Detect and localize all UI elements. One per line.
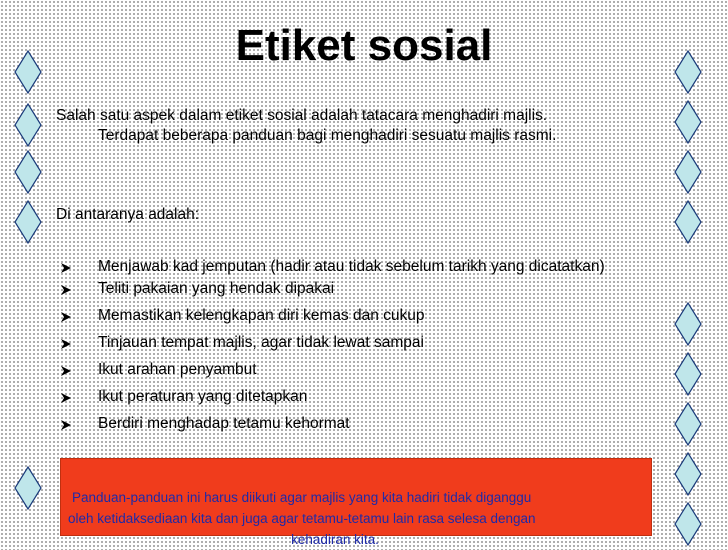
intro-paragraph	[56, 106, 656, 146]
intro-line-1: Salah satu aspek dalam etiket sosial adalah tatacara menghadiri majlis.	[56, 107, 548, 124]
list-item	[56, 306, 636, 325]
arrow-bullet-icon	[60, 363, 72, 375]
list-item	[56, 414, 636, 433]
diamond-icon	[14, 466, 42, 510]
list-heading: Di antaranya adalah:	[56, 206, 200, 223]
right-diamond-border	[668, 0, 708, 546]
arrow-bullet-icon	[60, 336, 72, 348]
list-item-text: Menjawab kad jemputan (hadir atau tidak sebelum tarikh yang dicatatkan)	[98, 258, 605, 275]
list-item-text: Teliti pakaian yang hendak dipakai	[98, 280, 335, 297]
list-item-text: Ikut arahan penyambut	[98, 361, 257, 378]
list-item	[56, 387, 636, 406]
list-item-text: Ikut peraturan yang ditetapkan	[98, 388, 308, 405]
intro-line-2: Terdapat beberapa panduan bagi menghadiri sesuatu majlis rasmi.	[98, 127, 557, 144]
diamond-icon	[674, 452, 702, 496]
guideline-list	[56, 257, 636, 441]
note-line-1: Panduan-panduan ini harus diikuti agar majlis yang kita hadiri tidak diganggu	[72, 490, 532, 505]
note-text	[60, 487, 650, 550]
list-item	[56, 360, 636, 379]
arrow-bullet-icon	[60, 260, 72, 272]
diamond-icon	[674, 502, 702, 546]
diamond-icon	[674, 100, 702, 144]
arrow-bullet-icon	[60, 390, 72, 402]
list-item	[56, 333, 636, 352]
arrow-bullet-icon	[60, 417, 72, 429]
slide-title: Etiket sosial	[235, 21, 493, 70]
list-item	[56, 257, 636, 276]
arrow-bullet-icon	[60, 282, 72, 294]
note-line-3: kehadiran kita.	[291, 532, 379, 547]
list-item-text: Tinjauan tempat majlis, agar tidak lewat sampai	[98, 334, 424, 351]
diamond-icon	[674, 352, 702, 396]
diamond-icon	[674, 150, 702, 194]
arrow-bullet-icon	[60, 309, 72, 321]
diamond-icon	[14, 150, 42, 194]
diamond-icon	[674, 200, 702, 244]
list-item-text: Berdiri menghadap tetamu kehormat	[98, 415, 350, 432]
list-item-text: Memastikan kelengkapan diri kemas dan cukup	[98, 307, 425, 324]
diamond-icon	[674, 402, 702, 446]
list-item	[56, 279, 636, 298]
diamond-icon	[14, 200, 42, 244]
diamond-icon	[674, 302, 702, 346]
note-line-2: oleh ketidaksediaan kita dan juga agar tetamu-tetamu lain rasa selesa dengan	[68, 511, 536, 526]
diamond-icon	[14, 103, 42, 147]
left-diamond-border	[8, 0, 48, 546]
